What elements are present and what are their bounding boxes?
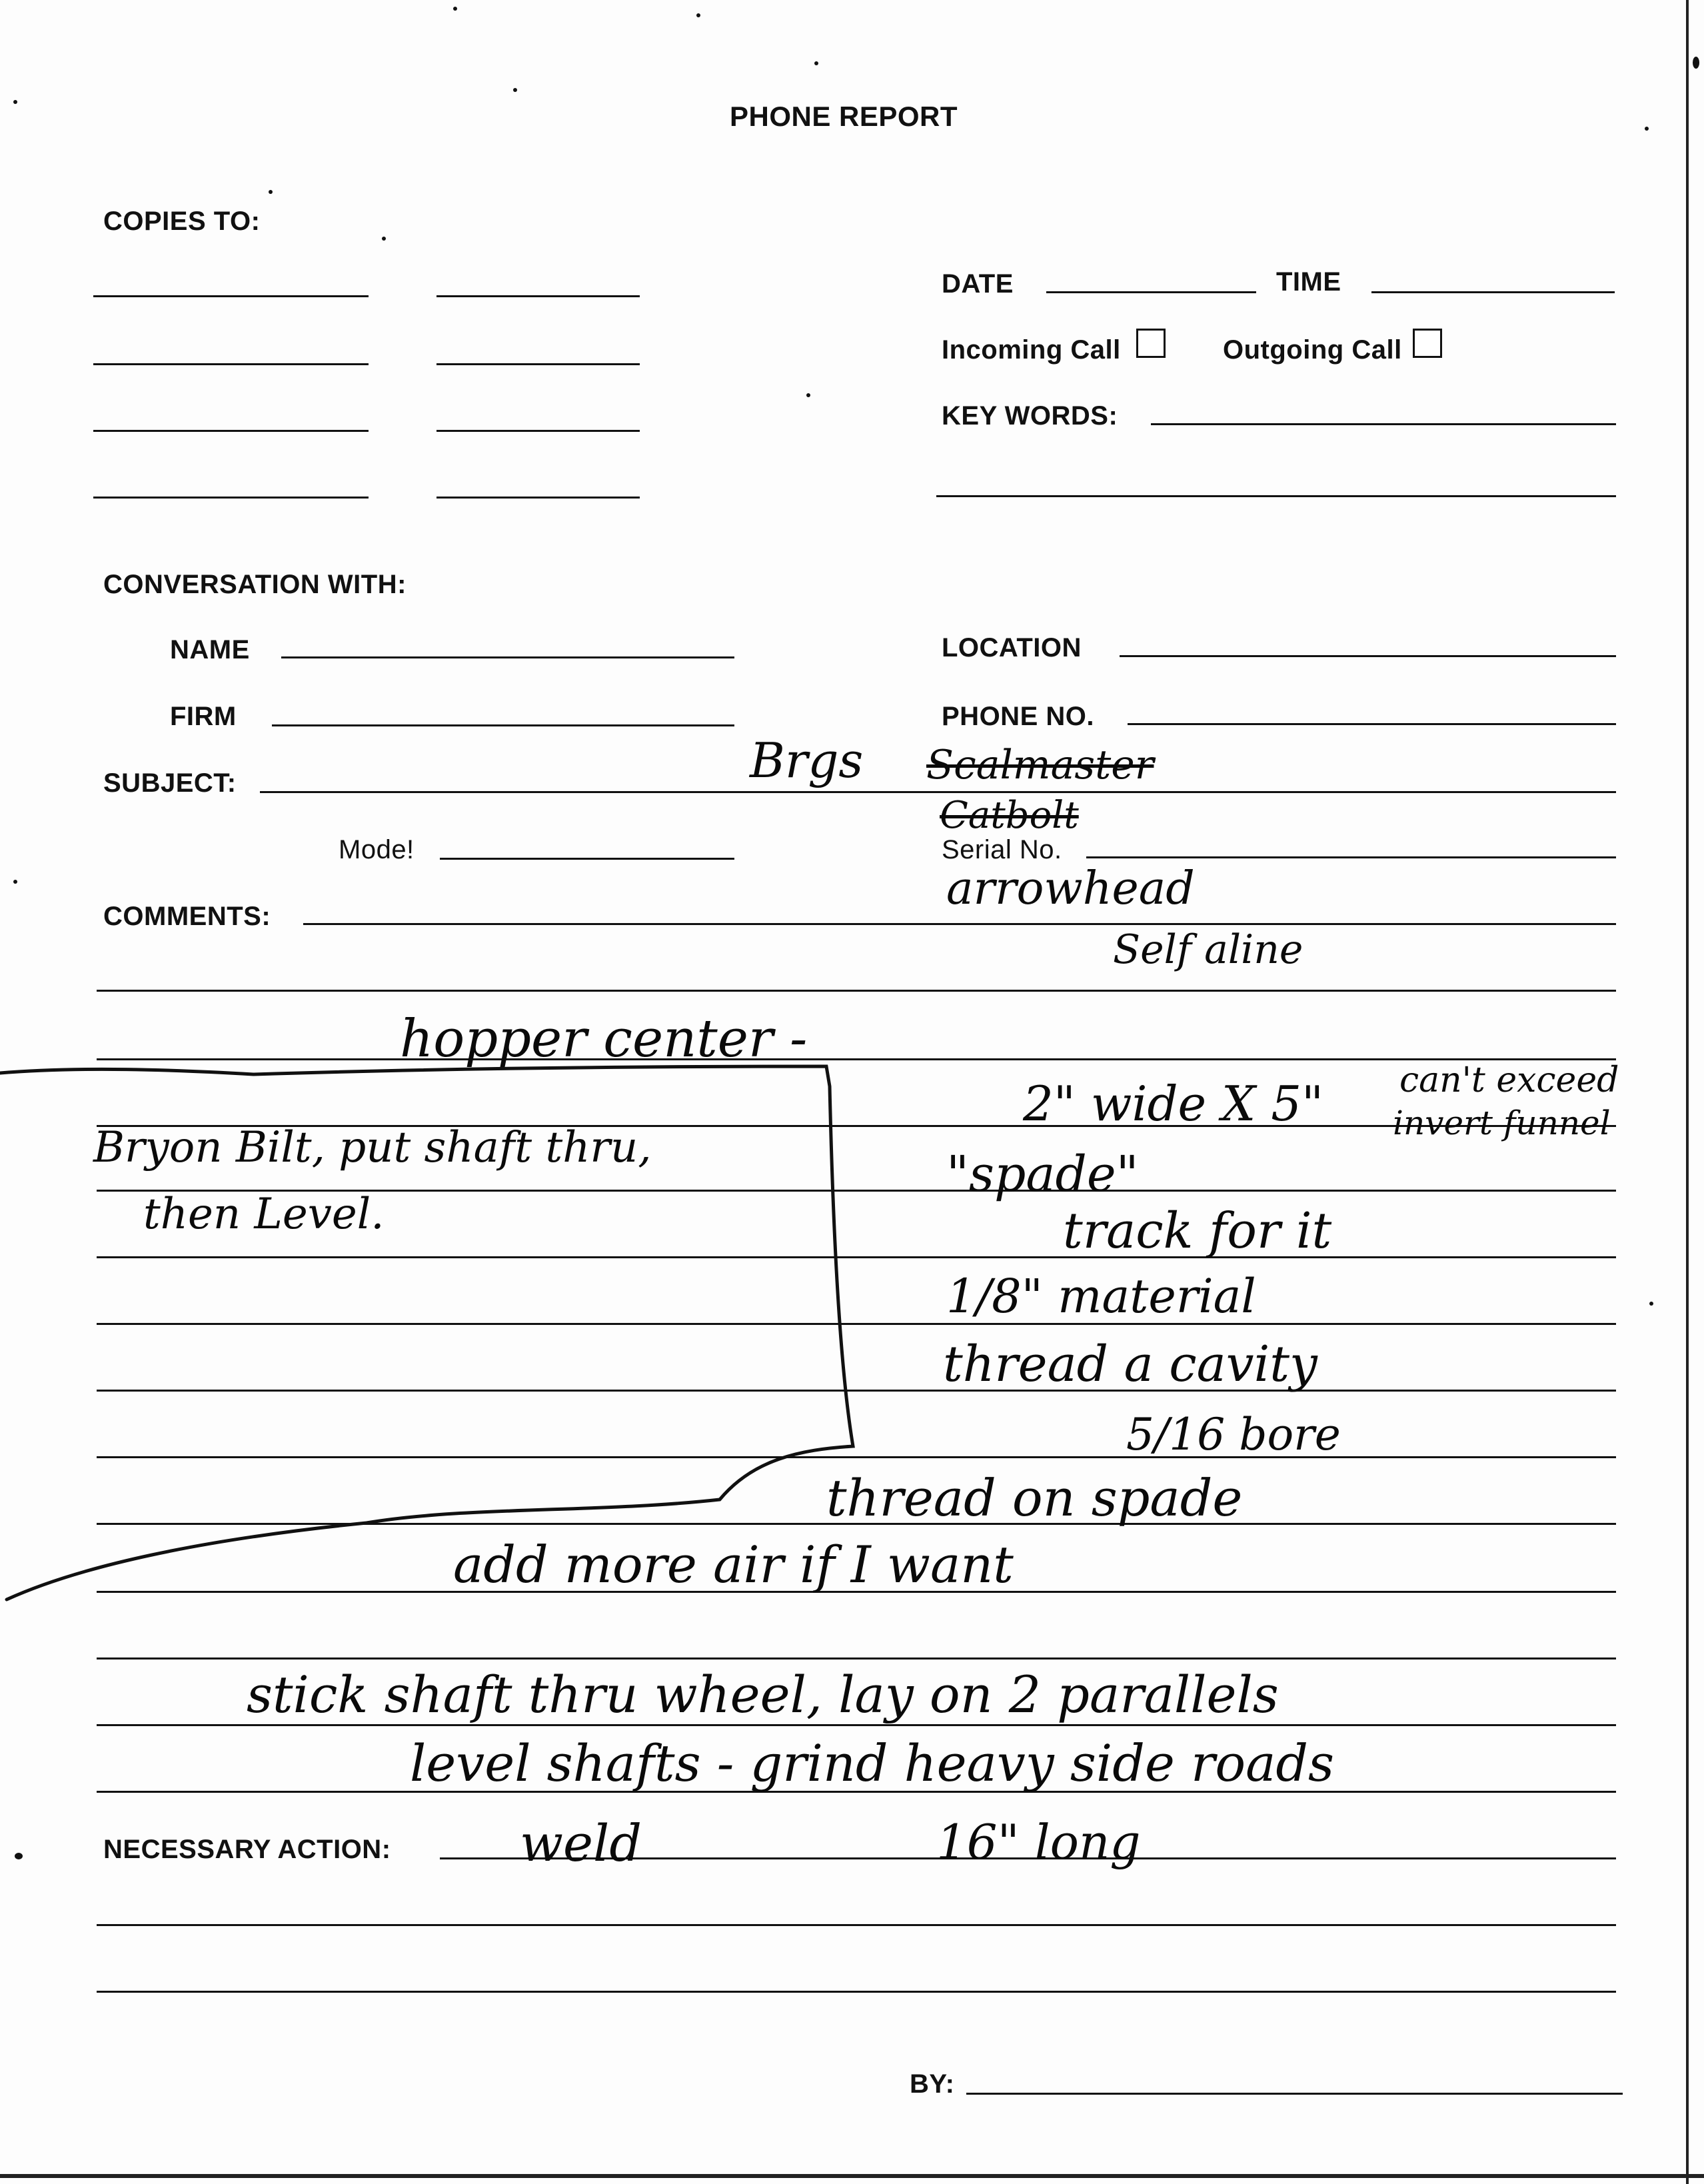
incoming-call-label: Incoming Call	[942, 335, 1121, 365]
scan-speck	[13, 100, 17, 104]
copies-to-label: COPIES TO:	[103, 207, 261, 236]
comments-line[interactable]	[97, 990, 1616, 992]
form-title: PHONE REPORT	[730, 101, 958, 132]
handwritten-comment: 2" wide X 5"	[1023, 1076, 1324, 1132]
scan-speck	[13, 880, 17, 884]
handwritten-comment: stick shaft thru wheel, lay on 2 parallels	[247, 1665, 1279, 1724]
location-field[interactable]	[1120, 655, 1616, 657]
by-field[interactable]	[966, 2093, 1623, 2095]
handwritten-comment: hopper center -	[400, 1009, 808, 1069]
outgoing-call-label: Outgoing Call	[1223, 335, 1402, 365]
subject-label: SUBJECT:	[103, 768, 237, 798]
handwritten-comment: thread a cavity	[943, 1336, 1317, 1393]
scan-speck	[382, 237, 386, 241]
key-words-field[interactable]	[1151, 423, 1616, 425]
handwritten-serial: arrowhead	[946, 862, 1195, 915]
scan-speck	[453, 7, 457, 11]
key-words-field[interactable]	[936, 495, 1616, 497]
conversation-with-label: CONVERSATION WITH:	[103, 570, 407, 599]
comments-line[interactable]	[97, 1724, 1616, 1726]
name-field[interactable]	[281, 656, 734, 658]
outgoing-call-checkbox[interactable]	[1413, 329, 1442, 358]
date-field[interactable]	[1046, 291, 1256, 293]
copies-to-line[interactable]	[93, 295, 369, 297]
serial-no-field[interactable]	[1086, 856, 1616, 858]
handwritten-comment: invert funnel	[1393, 1104, 1611, 1142]
scan-speck	[806, 393, 810, 397]
copies-to-line[interactable]	[436, 430, 640, 432]
copies-to-line[interactable]	[93, 363, 369, 365]
time-field[interactable]	[1371, 291, 1615, 293]
scan-speck	[1693, 57, 1699, 69]
handwritten-action: weld	[520, 1813, 642, 1873]
subject-field[interactable]	[260, 791, 1616, 793]
handwritten-comment: can't exceed	[1399, 1060, 1619, 1100]
time-label: TIME	[1276, 267, 1341, 297]
page-edge	[1686, 0, 1689, 2184]
scan-speck	[814, 61, 818, 65]
copies-to-line[interactable]	[436, 295, 640, 297]
name-label: NAME	[170, 635, 250, 664]
handwritten-box-note: Bryon Bilt, put shaft thru,	[93, 1123, 652, 1172]
handwritten-box-note: then Level.	[143, 1190, 385, 1239]
phone-no-label: PHONE NO.	[942, 702, 1094, 731]
handwritten-comment: add more air if I want	[453, 1535, 1014, 1594]
page-edge	[0, 2174, 1704, 2178]
necessary-action-line[interactable]	[97, 1991, 1616, 1993]
copies-to-line[interactable]	[93, 497, 369, 499]
comments-line[interactable]	[97, 1657, 1616, 1659]
by-label: BY:	[910, 2069, 955, 2099]
copies-to-line[interactable]	[436, 497, 640, 499]
handwritten-comment: 5/16 bore	[1126, 1409, 1341, 1460]
firm-label: FIRM	[170, 702, 237, 731]
handwritten-comment: track for it	[1063, 1202, 1332, 1260]
model-field[interactable]	[440, 858, 734, 860]
handwritten-struck-text: Scalmaster	[926, 742, 1154, 788]
comments-line[interactable]	[303, 923, 1616, 925]
model-label: Mode!	[339, 835, 415, 864]
handwritten-comment: level shafts - grind heavy side roads	[410, 1733, 1335, 1793]
location-label: LOCATION	[942, 633, 1082, 662]
handwritten-comment: "spade"	[946, 1146, 1139, 1203]
handwritten-subject: Brgs	[750, 732, 864, 788]
scan-speck	[269, 190, 273, 194]
date-label: DATE	[942, 269, 1014, 299]
hand-drawn-bracket	[0, 1033, 900, 1620]
serial-no-label: Serial No.	[942, 835, 1062, 864]
necessary-action-label: NECESSARY ACTION:	[103, 1835, 391, 1864]
handwritten-action: 16" long	[936, 1814, 1141, 1870]
handwritten-comment: 1/8" material	[946, 1269, 1256, 1324]
scan-speck	[1645, 127, 1649, 131]
comments-label: COMMENTS:	[103, 902, 271, 931]
handwritten-comment: thread on spade	[826, 1468, 1243, 1528]
phone-no-field[interactable]	[1128, 723, 1616, 725]
key-words-label: KEY WORDS:	[942, 401, 1118, 431]
scan-speck	[1649, 1302, 1653, 1306]
handwritten-serial-note: Self aline	[1113, 926, 1303, 973]
necessary-action-line[interactable]	[97, 1924, 1616, 1926]
copies-to-line[interactable]	[436, 363, 640, 365]
handwritten-struck-text: Catbolt	[940, 794, 1079, 837]
incoming-call-checkbox[interactable]	[1136, 329, 1166, 358]
firm-field[interactable]	[272, 724, 734, 726]
scan-speck	[696, 13, 700, 17]
scan-speck	[513, 88, 517, 92]
scan-speck	[15, 1853, 23, 1859]
copies-to-line[interactable]	[93, 430, 369, 432]
